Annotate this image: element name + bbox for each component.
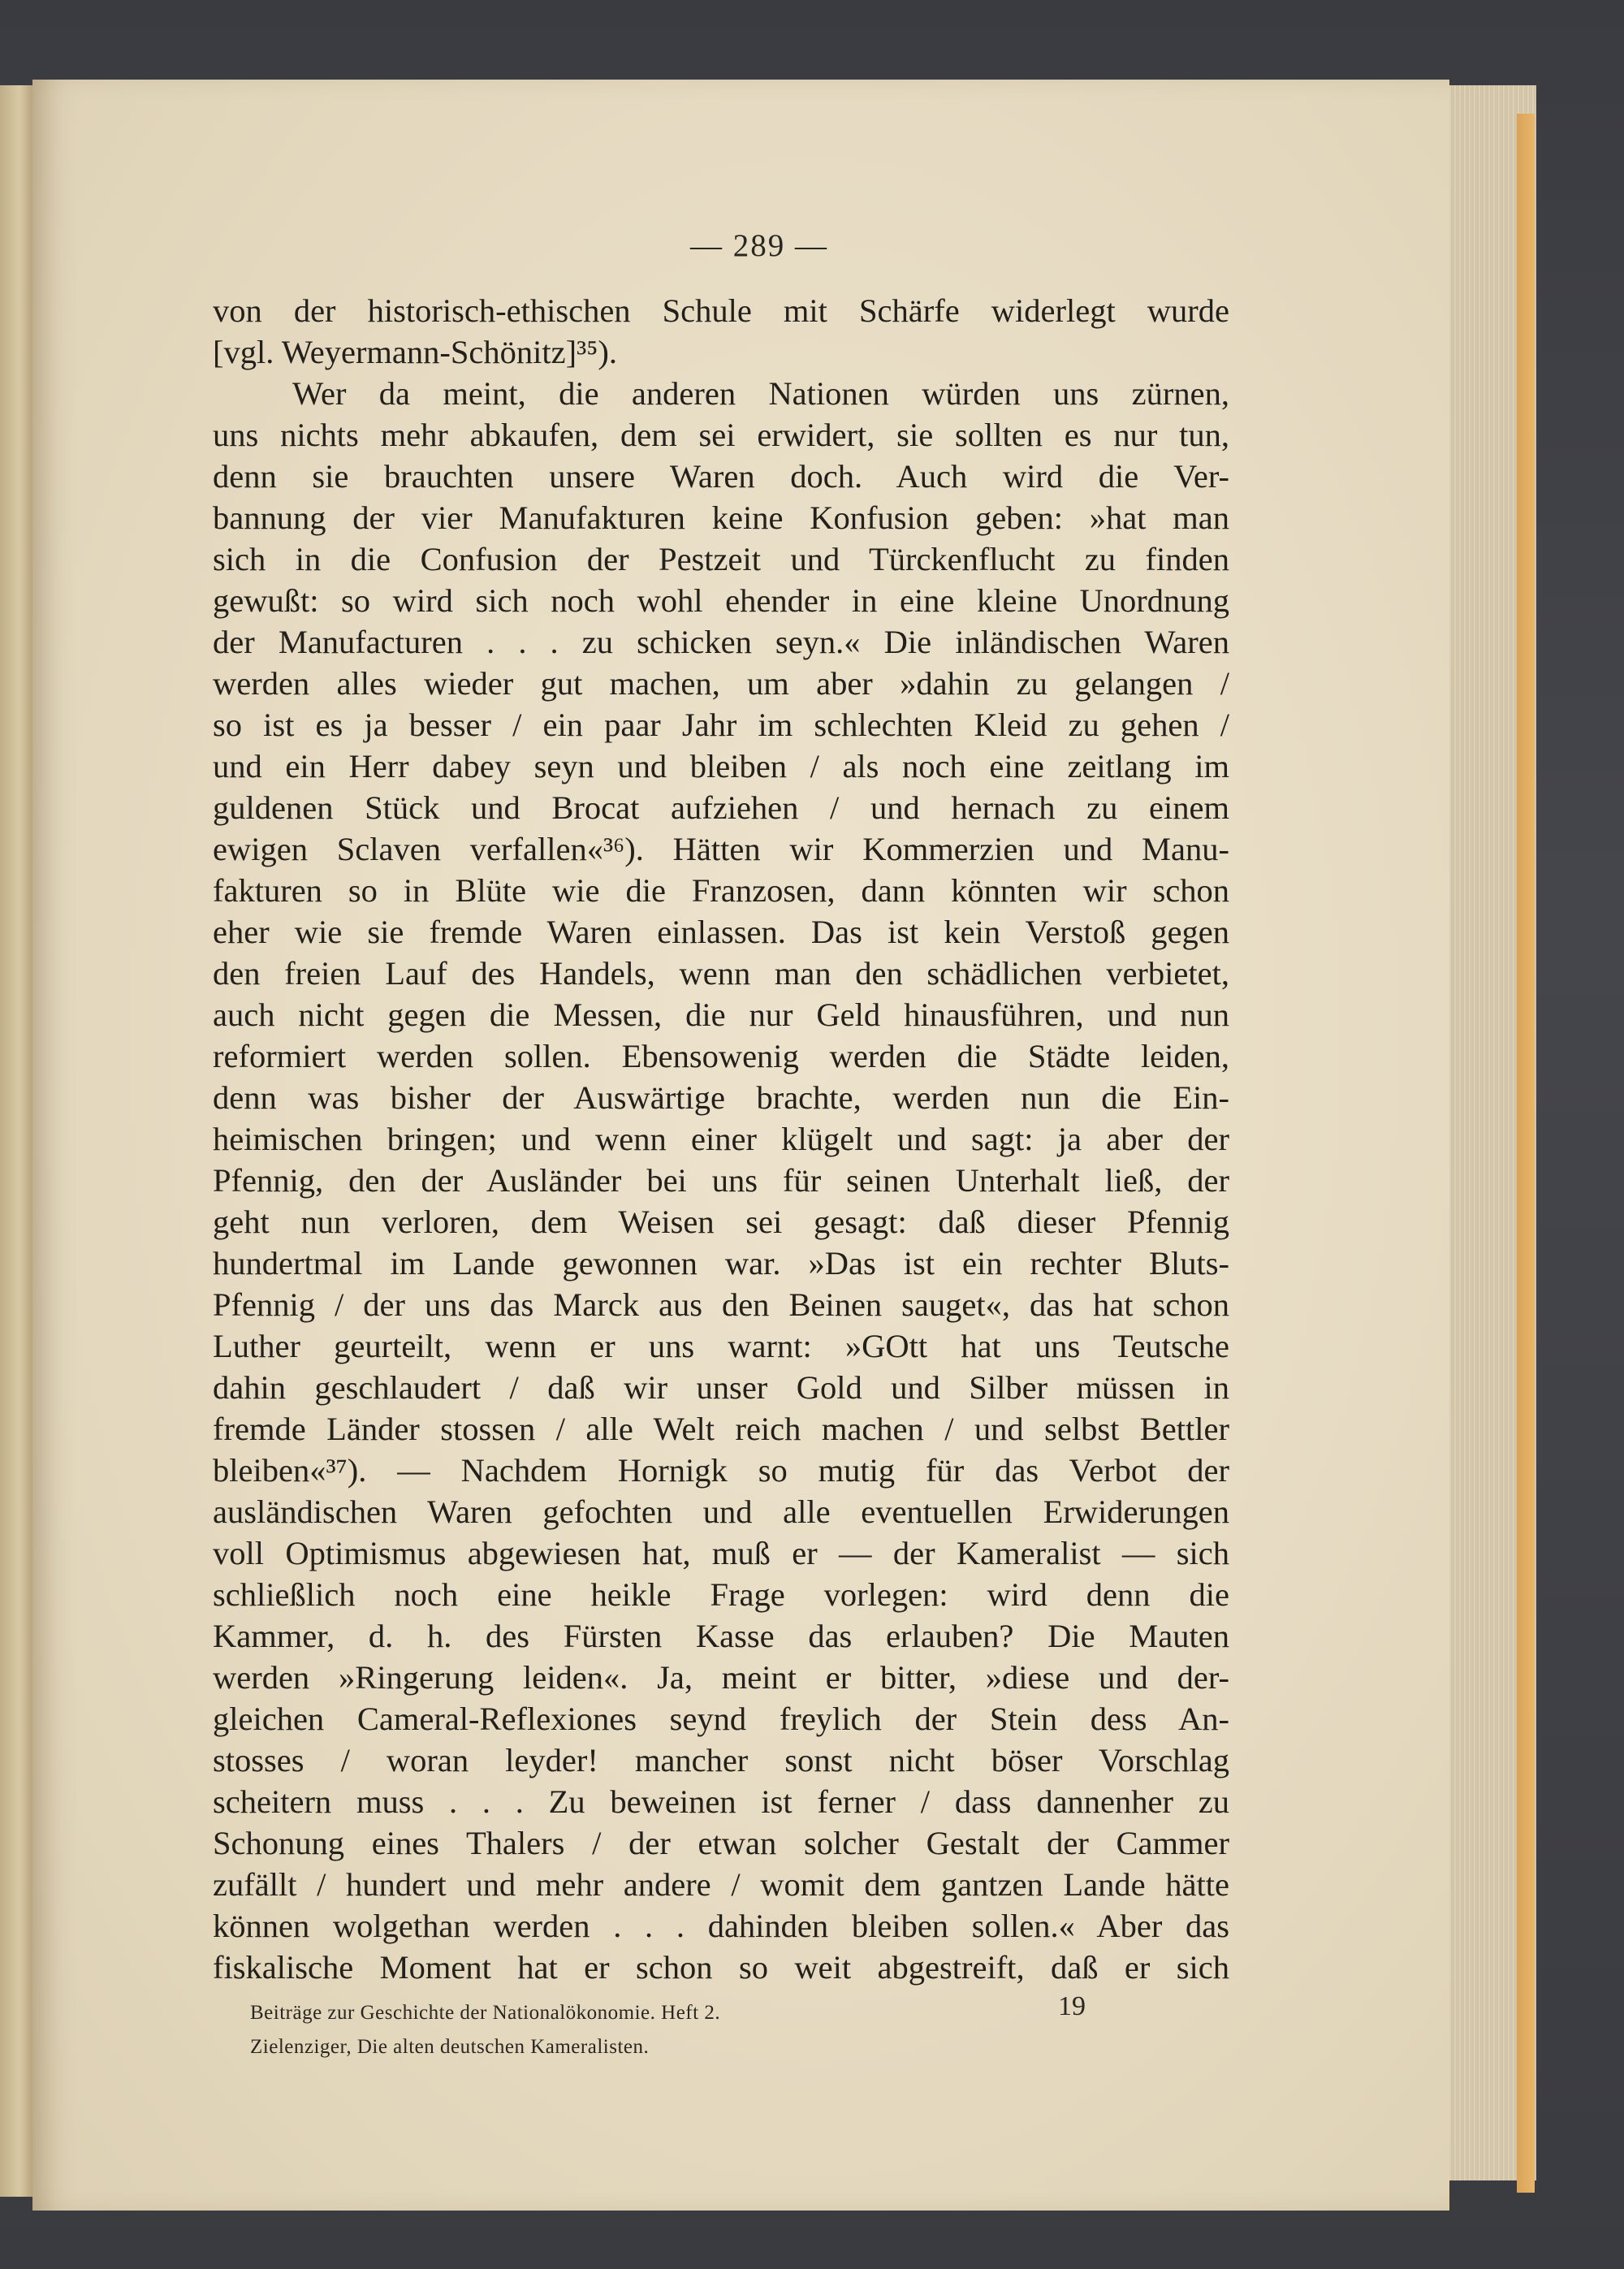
text-line: können wolgethan werden . . . dahinden bleiben sollen.« Aber das	[213, 1908, 1229, 1944]
text-line: sich in die Confusion der Pestzeit und Türckenflucht zu finden	[213, 541, 1229, 577]
text-line: gleichen Cameral-Reflexiones seynd freylich der Stein dess An-	[213, 1701, 1229, 1737]
page-footer	[250, 1996, 1103, 2064]
text-line: den freien Lauf des Handels, wenn man den schädlichen verbietet,	[213, 955, 1229, 992]
author-title: Zielenziger, Die alten deutschen Kameralisten.	[250, 2036, 650, 2058]
text-line: fakturen so in Blüte wie die Franzosen, dann könnten wir schon	[213, 872, 1229, 909]
text-line: scheitern muss . . . Zu beweinen ist ferner / dass dannenher zu	[213, 1783, 1229, 1820]
body-text	[213, 290, 1229, 1988]
text-line: stosses / woran leyder! mancher sonst nicht böser Vorschlag	[213, 1742, 1229, 1778]
text-line: voll Optimismus abgewiesen hat, muß er — der Kameralist — sich	[213, 1535, 1229, 1571]
text-line: zufällt / hundert und mehr andere / womit dem gantzen Lande hätte	[213, 1866, 1229, 1903]
text-line: dahin geschlaudert / daß wir unser Gold und Silber müssen in	[213, 1369, 1229, 1406]
text-line: der Manufacturen . . . zu schicken seyn.« Die inländischen Waren	[213, 624, 1229, 660]
text-line: werden alles wieder gut machen, um aber »dahin zu gelangen /	[213, 665, 1229, 702]
text-line: fremde Länder stossen / alle Welt reich machen / und selbst Bettler	[213, 1411, 1229, 1447]
text-line: werden »Ringerung leiden«. Ja, meint er bitter, »diese und der-	[213, 1659, 1229, 1696]
text-line: eher wie sie fremde Waren einlassen. Das ist kein Verstoß gegen	[213, 914, 1229, 950]
signature-mark: 19	[1058, 1991, 1086, 2021]
text-line: so ist es ja besser / ein paar Jahr im schlechten Kleid zu gehen /	[213, 707, 1229, 743]
text-line: ewigen Sclaven verfallen«³⁶). Hätten wir Kommerzien und Manu-	[213, 831, 1229, 867]
text-line: Schonung eines Thalers / der etwan solcher Gestalt der Cammer	[213, 1825, 1229, 1861]
text-line: ausländischen Waren gefochten und alle eventuellen Erwiderungen	[213, 1493, 1229, 1530]
text-line: fiskalische Moment hat er schon so weit abgestreift, daß er sich	[213, 1949, 1229, 1986]
text-line: geht nun verloren, dem Weisen sei gesagt: daß dieser Pfennig	[213, 1204, 1229, 1240]
text-line: denn was bisher der Auswärtige brachte, werden nun die Ein-	[213, 1079, 1229, 1116]
text-line: denn sie brauchten unsere Waren doch. Auch wird die Ver-	[213, 458, 1229, 495]
text-line: Luther geurteilt, wenn er uns warnt: »GOtt hat uns Teutsche	[213, 1328, 1229, 1364]
text-line: Kammer, d. h. des Fürsten Kasse das erlauben? Die Mauten	[213, 1618, 1229, 1654]
text-line: schließlich noch eine heikle Frage vorlegen: wird denn die	[213, 1576, 1229, 1613]
text-line: heimischen bringen; und wenn einer klügelt und sagt: ja aber der	[213, 1121, 1229, 1157]
text-line: Wer da meint, die anderen Nationen würden uns zürnen,	[292, 375, 1229, 412]
text-line: von der historisch-ethischen Schule mit Schärfe widerlegt wurde	[213, 292, 1229, 329]
text-line: Pfennig / der uns das Marck aus den Beinen sauget«, das hat schon	[213, 1286, 1229, 1323]
text-line: uns nichts mehr abkaufen, dem sei erwidert, sie sollten es nur tun,	[213, 417, 1229, 453]
text-line: hundertmal im Lande gewonnen war. »Das ist ein rechter Bluts-	[213, 1245, 1229, 1281]
text-line: auch nicht gegen die Messen, die nur Geld hinausführen, und nun	[213, 996, 1229, 1033]
text-line: und ein Herr dabey seyn und bleiben / als noch eine zeitlang im	[213, 748, 1229, 784]
text-line: bleiben«³⁷). — Nachdem Hornigk so mutig für das Verbot der	[213, 1452, 1229, 1489]
text-line: guldenen Stück und Brocat aufziehen / und hernach zu einem	[213, 789, 1229, 826]
series-title: Beiträge zur Geschichte der Nationalökonomie. Heft 2.	[250, 2002, 721, 2024]
text-line: gewußt: so wird sich noch wohl ehender in eine kleine Unordnung	[213, 582, 1229, 619]
book-cut-edge	[1517, 114, 1535, 2193]
text-line: bannung der vier Manufakturen keine Konfusion geben: »hat man	[213, 499, 1229, 536]
page-number: — 289 —	[690, 228, 828, 263]
text-line: reformiert werden sollen. Ebensowenig werden die Städte leiden,	[213, 1038, 1229, 1074]
text-line: Pfennig, den der Ausländer bei uns für seinen Unterhalt ließ, der	[213, 1162, 1229, 1199]
text-line: [vgl. Weyermann-Schönitz]³⁵).	[213, 334, 617, 370]
facing-page-edge	[0, 85, 32, 2197]
